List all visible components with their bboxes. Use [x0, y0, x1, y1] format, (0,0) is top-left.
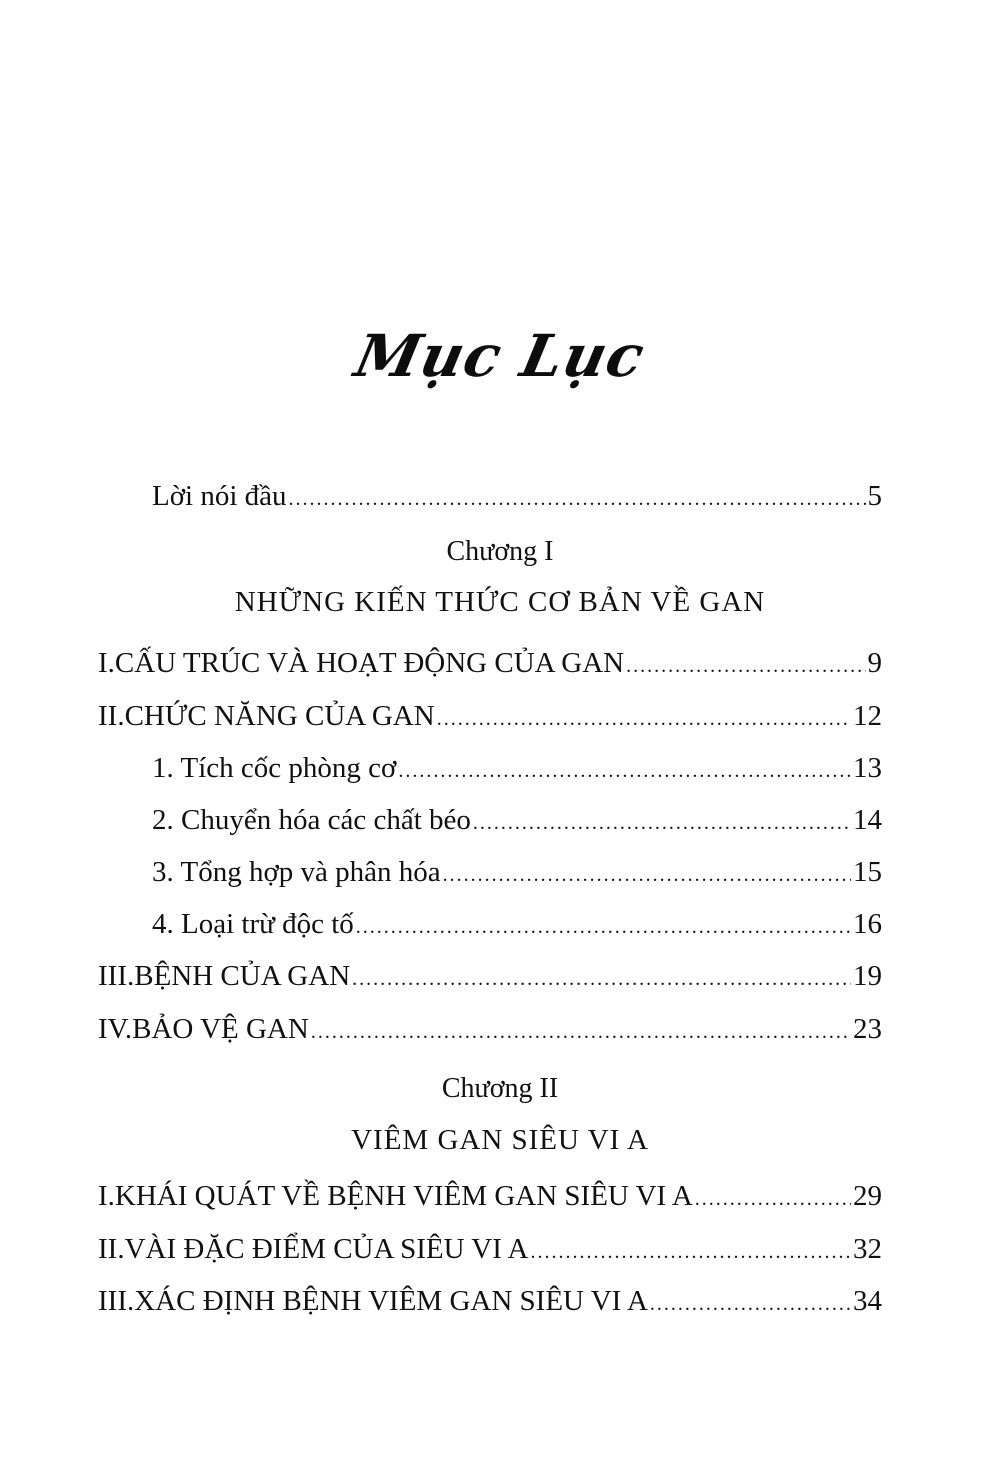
entry-page: 23 [853, 1013, 882, 1045]
entry-page: 14 [853, 804, 882, 836]
entry-number: II. [98, 1233, 125, 1265]
entry-page: 34 [853, 1285, 882, 1317]
dot-leader [311, 1014, 851, 1050]
entry-number: IV. [98, 1013, 133, 1045]
toc-subentry[interactable] [152, 906, 882, 945]
toc-entry[interactable] [98, 645, 882, 684]
entry-label: 2. Chuyển hóa các chất béo [152, 804, 471, 836]
dot-leader [443, 857, 851, 893]
entry-page: 5 [867, 480, 882, 512]
dot-leader [437, 701, 851, 737]
entry-page: 32 [853, 1233, 882, 1265]
entry-number: I. [98, 647, 115, 679]
chapter-title: VIÊM GAN SIÊU VI A [351, 1124, 649, 1156]
entry-page: 19 [853, 960, 882, 992]
entry-label: XÁC ĐỊNH BỆNH VIÊM GAN SIÊU VI A [134, 1285, 648, 1317]
toc-entry[interactable] [98, 1231, 882, 1270]
entry-page: 16 [853, 908, 882, 940]
entry-page: 29 [853, 1180, 882, 1212]
chapter-label: Chương I [446, 536, 554, 567]
toc-entry-preface[interactable] [152, 478, 882, 517]
entry-page: 13 [853, 752, 882, 784]
entry-label: 1. Tích cốc phòng cơ [152, 752, 397, 784]
entry-label: KHÁI QUÁT VỀ BỆNH VIÊM GAN SIÊU VI A [114, 1180, 693, 1212]
dot-leader [650, 1286, 851, 1322]
entry-number: II. [98, 700, 125, 732]
toc-entry[interactable] [98, 1011, 882, 1050]
entry-label: BẢO VỆ GAN [132, 1013, 309, 1045]
chapter-label: Chương II [441, 1073, 559, 1104]
dot-leader [356, 909, 851, 945]
entry-number: III. [98, 1285, 135, 1317]
entry-label: 4. Loại trừ độc tố [152, 908, 354, 940]
entry-page: 15 [853, 856, 882, 888]
toc-subentry[interactable] [152, 802, 882, 841]
entry-number: III. [98, 960, 135, 992]
entry-page: 12 [853, 700, 882, 732]
dot-leader [695, 1181, 851, 1217]
toc-entry[interactable] [98, 958, 882, 997]
toc-entry[interactable] [98, 1283, 882, 1322]
dot-leader [530, 1234, 851, 1270]
entry-page: 9 [867, 647, 882, 679]
entry-label: CHỨC NĂNG CỦA GAN [124, 700, 435, 732]
entry-label: VÀI ĐẶC ĐIỂM CỦA SIÊU VI A [124, 1233, 529, 1265]
entry-label: BỆNH CỦA GAN [134, 960, 351, 992]
toc-subentry[interactable] [152, 854, 882, 893]
dot-leader [398, 753, 851, 789]
dot-leader [352, 961, 851, 997]
page-title: Mục Lục [349, 322, 651, 390]
dot-leader [289, 481, 866, 517]
chapter-title: NHỮNG KIẾN THỨC CƠ BẢN VỀ GAN [234, 586, 766, 618]
dot-leader [473, 805, 851, 841]
toc-entry[interactable] [98, 1178, 882, 1217]
entry-label: Lời nói đầu [152, 480, 287, 512]
entry-number: I. [98, 1180, 115, 1212]
entry-label: 3. Tổng hợp và phân hóa [152, 856, 441, 888]
toc-subentry[interactable] [152, 750, 882, 789]
dot-leader [626, 648, 865, 684]
entry-label: CẤU TRÚC VÀ HOẠT ĐỘNG CỦA GAN [114, 647, 625, 679]
toc-entry[interactable] [98, 698, 882, 737]
